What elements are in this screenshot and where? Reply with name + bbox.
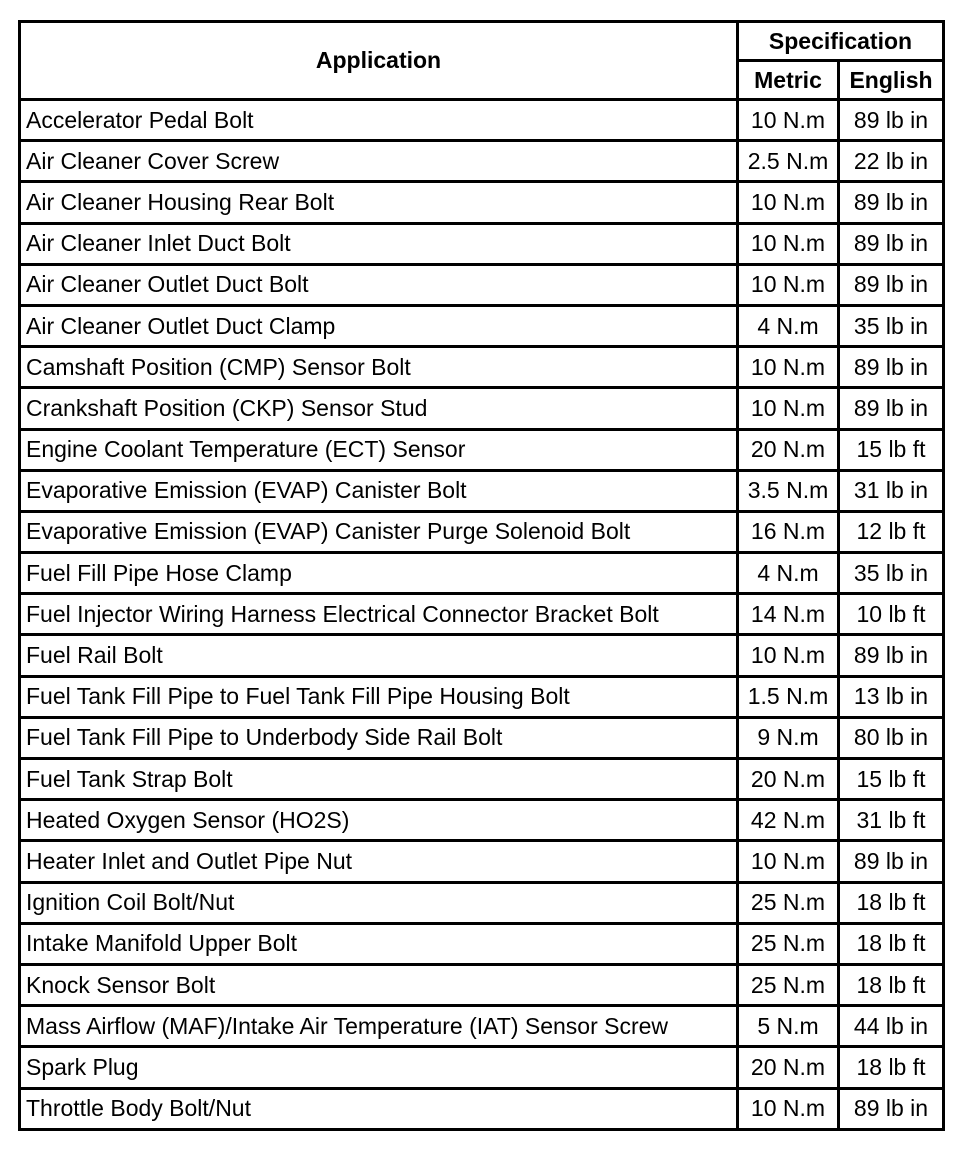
application-cell: Heated Oxygen Sensor (HO2S) <box>20 800 738 841</box>
table-row <box>20 800 944 841</box>
metric-value-cell: 10 N.m <box>738 100 839 141</box>
metric-value-cell: 10 N.m <box>738 841 839 882</box>
table-row <box>20 717 944 758</box>
metric-value-cell: 1.5 N.m <box>738 676 839 717</box>
english-value-cell: 31 lb ft <box>839 800 944 841</box>
table-row <box>20 882 944 923</box>
table-row <box>20 511 944 552</box>
english-value-cell: 89 lb in <box>839 347 944 388</box>
table-row <box>20 429 944 470</box>
application-cell: Mass Airflow (MAF)/Intake Air Temperature (IAT) Sensor Screw <box>20 1006 738 1047</box>
application-cell: Throttle Body Bolt/Nut <box>20 1088 738 1129</box>
application-cell: Fuel Fill Pipe Hose Clamp <box>20 553 738 594</box>
english-value-cell: 44 lb in <box>839 1006 944 1047</box>
table-row <box>20 841 944 882</box>
application-cell: Air Cleaner Outlet Duct Bolt <box>20 264 738 305</box>
english-value-cell: 22 lb in <box>839 141 944 182</box>
application-cell: Camshaft Position (CMP) Sensor Bolt <box>20 347 738 388</box>
metric-value-cell: 10 N.m <box>738 1088 839 1129</box>
english-value-cell: 18 lb ft <box>839 882 944 923</box>
table-row <box>20 100 944 141</box>
table-row <box>20 1006 944 1047</box>
english-value-cell: 35 lb in <box>839 553 944 594</box>
metric-column-header: Metric <box>738 61 839 100</box>
english-value-cell: 89 lb in <box>839 223 944 264</box>
english-column-header: English <box>839 61 944 100</box>
application-cell: Evaporative Emission (EVAP) Canister Purge Solenoid Bolt <box>20 511 738 552</box>
metric-value-cell: 25 N.m <box>738 882 839 923</box>
application-cell: Fuel Tank Fill Pipe to Fuel Tank Fill Pipe Housing Bolt <box>20 676 738 717</box>
english-value-cell: 89 lb in <box>839 264 944 305</box>
fastener-torque-spec-table <box>18 20 945 1131</box>
application-cell: Fuel Tank Strap Bolt <box>20 759 738 800</box>
english-value-cell: 89 lb in <box>839 841 944 882</box>
metric-value-cell: 4 N.m <box>738 553 839 594</box>
metric-value-cell: 20 N.m <box>738 1047 839 1088</box>
table-row <box>20 676 944 717</box>
metric-value-cell: 3.5 N.m <box>738 470 839 511</box>
english-value-cell: 18 lb ft <box>839 1047 944 1088</box>
metric-value-cell: 9 N.m <box>738 717 839 758</box>
english-value-cell: 12 lb ft <box>839 511 944 552</box>
application-cell: Engine Coolant Temperature (ECT) Sensor <box>20 429 738 470</box>
table-row <box>20 141 944 182</box>
metric-value-cell: 2.5 N.m <box>738 141 839 182</box>
table-row <box>20 635 944 676</box>
english-value-cell: 89 lb in <box>839 635 944 676</box>
metric-value-cell: 14 N.m <box>738 594 839 635</box>
metric-value-cell: 25 N.m <box>738 923 839 964</box>
table-row <box>20 964 944 1005</box>
application-cell: Intake Manifold Upper Bolt <box>20 923 738 964</box>
english-value-cell: 89 lb in <box>839 100 944 141</box>
table-row <box>20 388 944 429</box>
english-value-cell: 10 lb ft <box>839 594 944 635</box>
table-row <box>20 594 944 635</box>
application-column-header: Application <box>20 22 738 100</box>
application-cell: Air Cleaner Housing Rear Bolt <box>20 182 738 223</box>
metric-value-cell: 16 N.m <box>738 511 839 552</box>
metric-value-cell: 25 N.m <box>738 964 839 1005</box>
table-row <box>20 347 944 388</box>
english-value-cell: 35 lb in <box>839 305 944 346</box>
application-cell: Heater Inlet and Outlet Pipe Nut <box>20 841 738 882</box>
english-value-cell: 89 lb in <box>839 182 944 223</box>
english-value-cell: 15 lb ft <box>839 759 944 800</box>
table-row <box>20 305 944 346</box>
english-value-cell: 13 lb in <box>839 676 944 717</box>
metric-value-cell: 10 N.m <box>738 388 839 429</box>
metric-value-cell: 42 N.m <box>738 800 839 841</box>
table-row <box>20 264 944 305</box>
application-cell: Air Cleaner Outlet Duct Clamp <box>20 305 738 346</box>
metric-value-cell: 10 N.m <box>738 347 839 388</box>
metric-value-cell: 10 N.m <box>738 223 839 264</box>
metric-value-cell: 10 N.m <box>738 264 839 305</box>
application-cell: Air Cleaner Inlet Duct Bolt <box>20 223 738 264</box>
table-row <box>20 223 944 264</box>
metric-value-cell: 20 N.m <box>738 429 839 470</box>
application-cell: Air Cleaner Cover Screw <box>20 141 738 182</box>
table-row <box>20 1088 944 1129</box>
table-row <box>20 759 944 800</box>
metric-value-cell: 20 N.m <box>738 759 839 800</box>
application-cell: Fuel Rail Bolt <box>20 635 738 676</box>
english-value-cell: 80 lb in <box>839 717 944 758</box>
metric-value-cell: 10 N.m <box>738 182 839 223</box>
table-row <box>20 923 944 964</box>
application-cell: Crankshaft Position (CKP) Sensor Stud <box>20 388 738 429</box>
application-cell: Ignition Coil Bolt/Nut <box>20 882 738 923</box>
metric-value-cell: 5 N.m <box>738 1006 839 1047</box>
application-cell: Evaporative Emission (EVAP) Canister Bolt <box>20 470 738 511</box>
application-cell: Fuel Tank Fill Pipe to Underbody Side Rail Bolt <box>20 717 738 758</box>
application-cell: Knock Sensor Bolt <box>20 964 738 1005</box>
application-cell: Spark Plug <box>20 1047 738 1088</box>
application-cell: Fuel Injector Wiring Harness Electrical Connector Bracket Bolt <box>20 594 738 635</box>
english-value-cell: 31 lb in <box>839 470 944 511</box>
application-cell: Accelerator Pedal Bolt <box>20 100 738 141</box>
table-row <box>20 470 944 511</box>
english-value-cell: 89 lb in <box>839 388 944 429</box>
english-value-cell: 18 lb ft <box>839 923 944 964</box>
metric-value-cell: 4 N.m <box>738 305 839 346</box>
english-value-cell: 15 lb ft <box>839 429 944 470</box>
english-value-cell: 89 lb in <box>839 1088 944 1129</box>
english-value-cell: 18 lb ft <box>839 964 944 1005</box>
table-row <box>20 182 944 223</box>
metric-value-cell: 10 N.m <box>738 635 839 676</box>
table-row <box>20 553 944 594</box>
specification-column-header: Specification <box>738 22 944 61</box>
table-row <box>20 1047 944 1088</box>
